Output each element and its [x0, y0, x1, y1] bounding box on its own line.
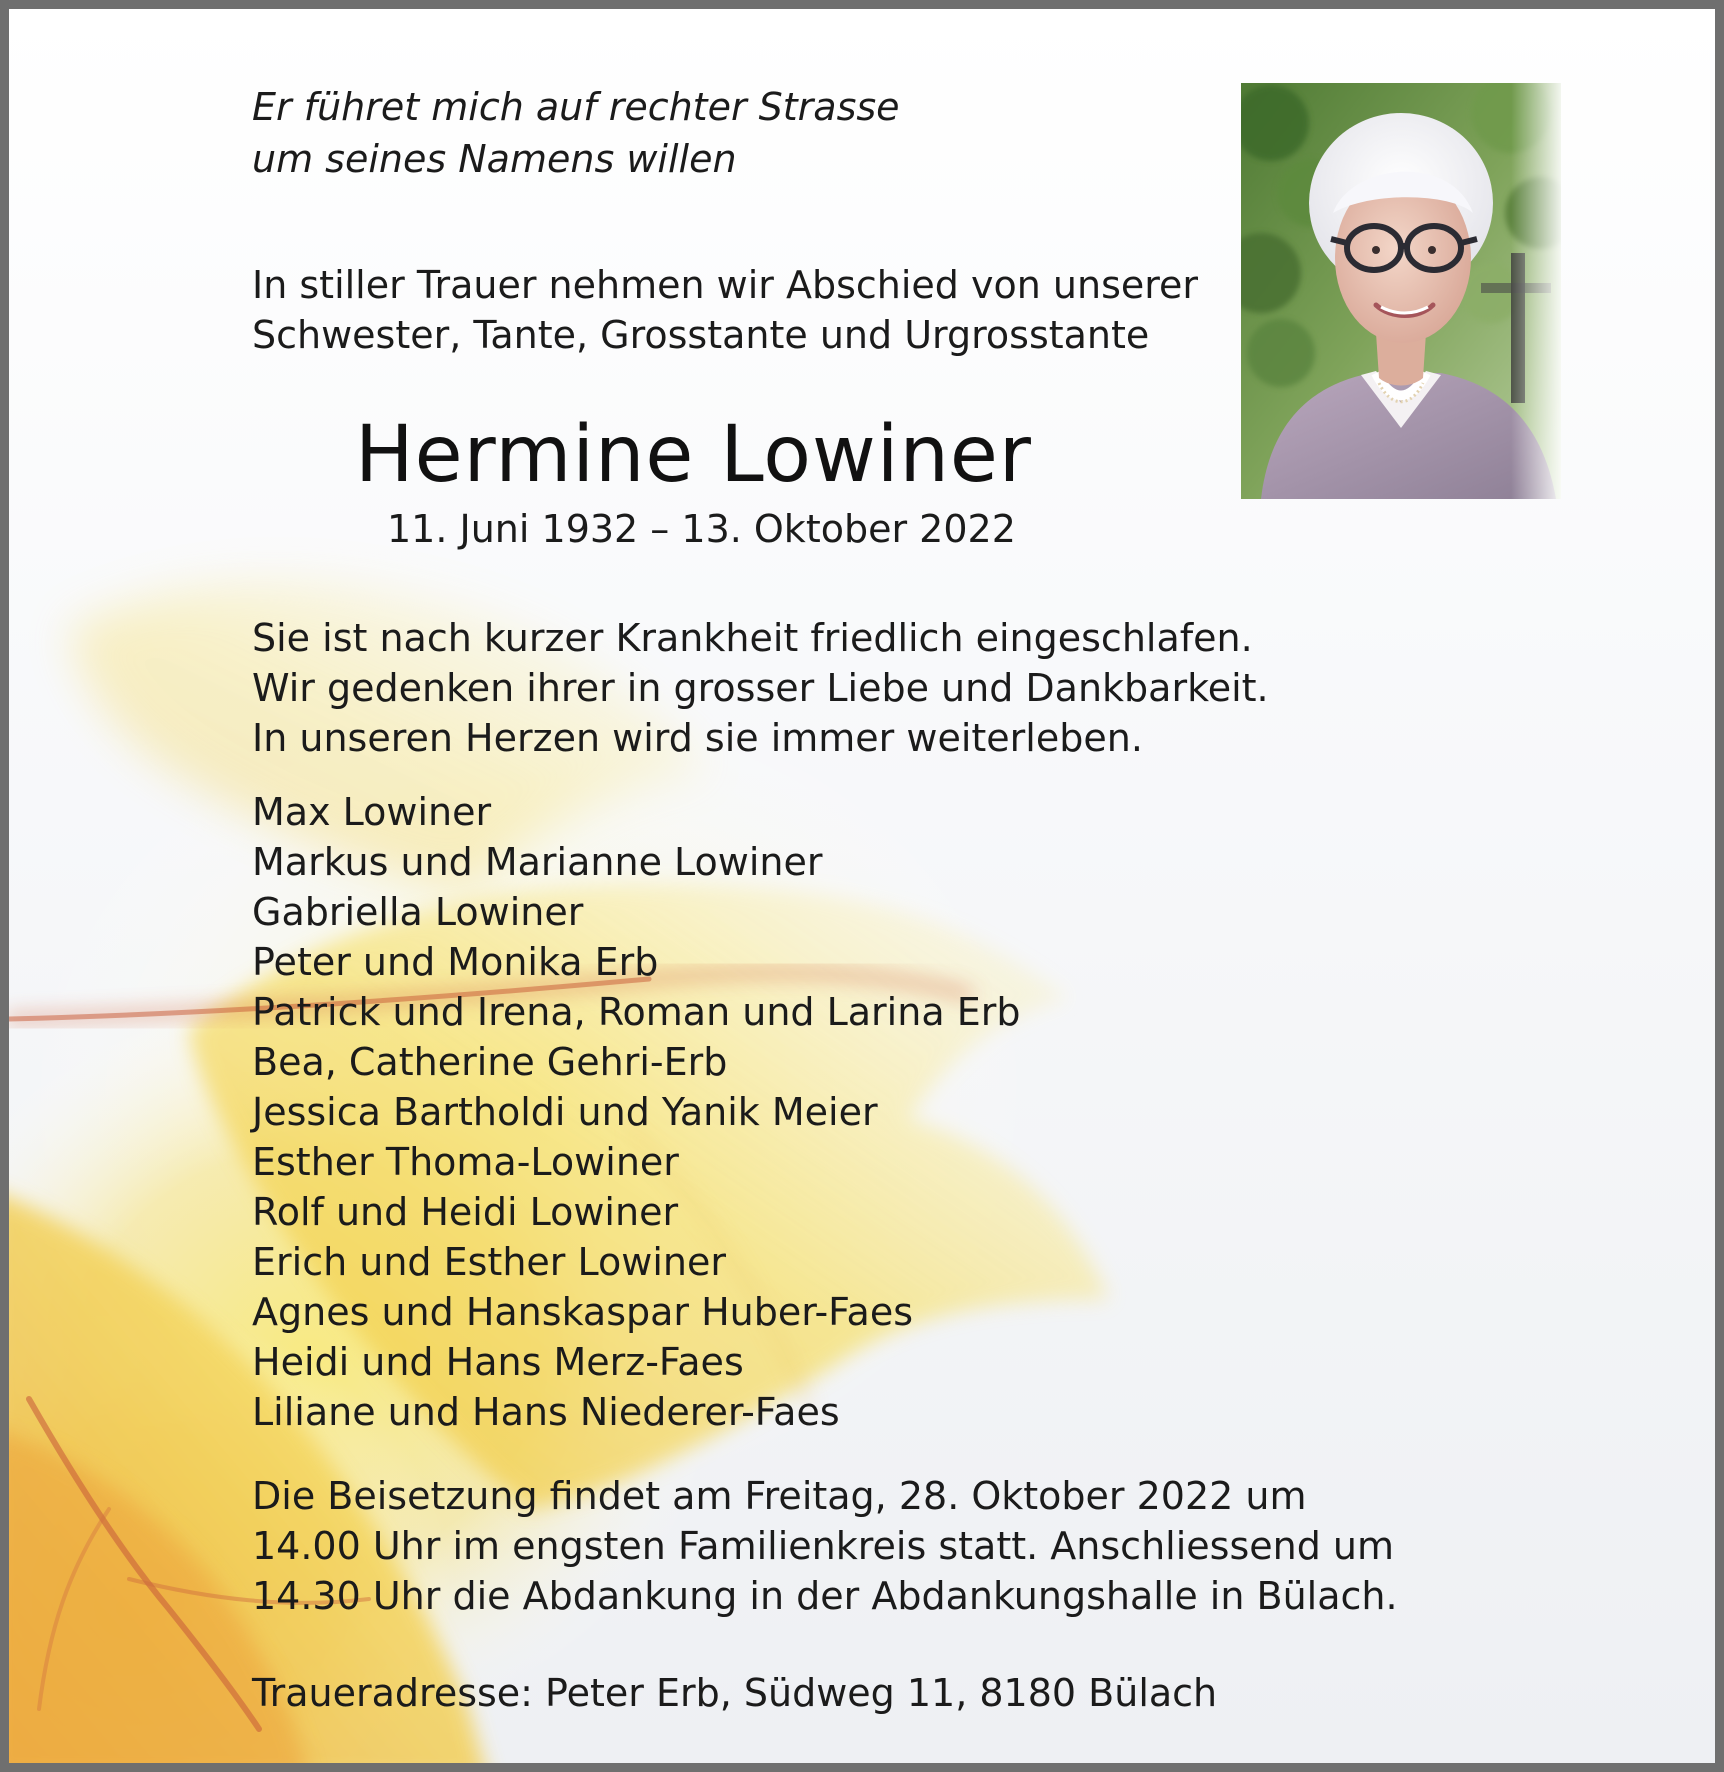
- mourners-list: [252, 787, 1020, 1437]
- mourner-entry: Erich und Esther Lowiner: [252, 1240, 726, 1284]
- mourner-entry: Gabriella Lowiner: [252, 890, 584, 934]
- life-dates: 11. Juni 1932 – 13. Oktober 2022: [387, 507, 1016, 551]
- mourner-entry: Jessica Bartholdi und Yanik Meier: [252, 1090, 878, 1134]
- deceased-name: Hermine Lowiner: [355, 410, 1032, 500]
- mourner-entry: Esther Thoma-Lowiner: [252, 1140, 679, 1184]
- funeral-details: Die Beisetzung findet am Freitag, 28. Oktober 2022 um 14.00 Uhr im engsten Familienkreis statt. Anschliessend um 14.30 Uhr die Abdankung in der Abdankungshalle in Bülach.: [252, 1474, 1398, 1618]
- mourning-address: Traueradresse: Peter Erb, Südweg 11, 8180 Bülach: [252, 1671, 1218, 1715]
- farewell-message: Sie ist nach kurzer Krankheit friedlich eingeschlafen. Wir gedenken ihrer in grosser Liebe und Dankbarkeit. In unseren Herzen wird sie immer weiterleben.: [252, 616, 1269, 760]
- mourner-entry: Peter und Monika Erb: [252, 940, 659, 984]
- mourning-intro: In stiller Trauer nehmen wir Abschied von unserer Schwester, Tante, Grosstante und Urgrosstante: [252, 263, 1199, 357]
- mourner-entry: Markus und Marianne Lowiner: [252, 840, 823, 884]
- mourner-entry: Agnes und Hanskaspar Huber-Faes: [252, 1290, 913, 1334]
- portrait-photo: [1241, 83, 1561, 499]
- mourner-entry: Heidi und Hans Merz-Faes: [252, 1340, 744, 1384]
- mourner-entry: Rolf und Heidi Lowiner: [252, 1190, 679, 1234]
- mourner-entry: Patrick und Irena, Roman und Larina Erb: [252, 990, 1021, 1034]
- mourner-entry: Max Lowiner: [252, 790, 492, 834]
- mourner-entry: Liliane und Hans Niederer-Faes: [252, 1390, 840, 1434]
- mourner-entry: Bea, Catherine Gehri-Erb: [252, 1040, 728, 1084]
- bible-quote: Er führet mich auf rechter Strasse um seines Namens willen: [252, 85, 900, 181]
